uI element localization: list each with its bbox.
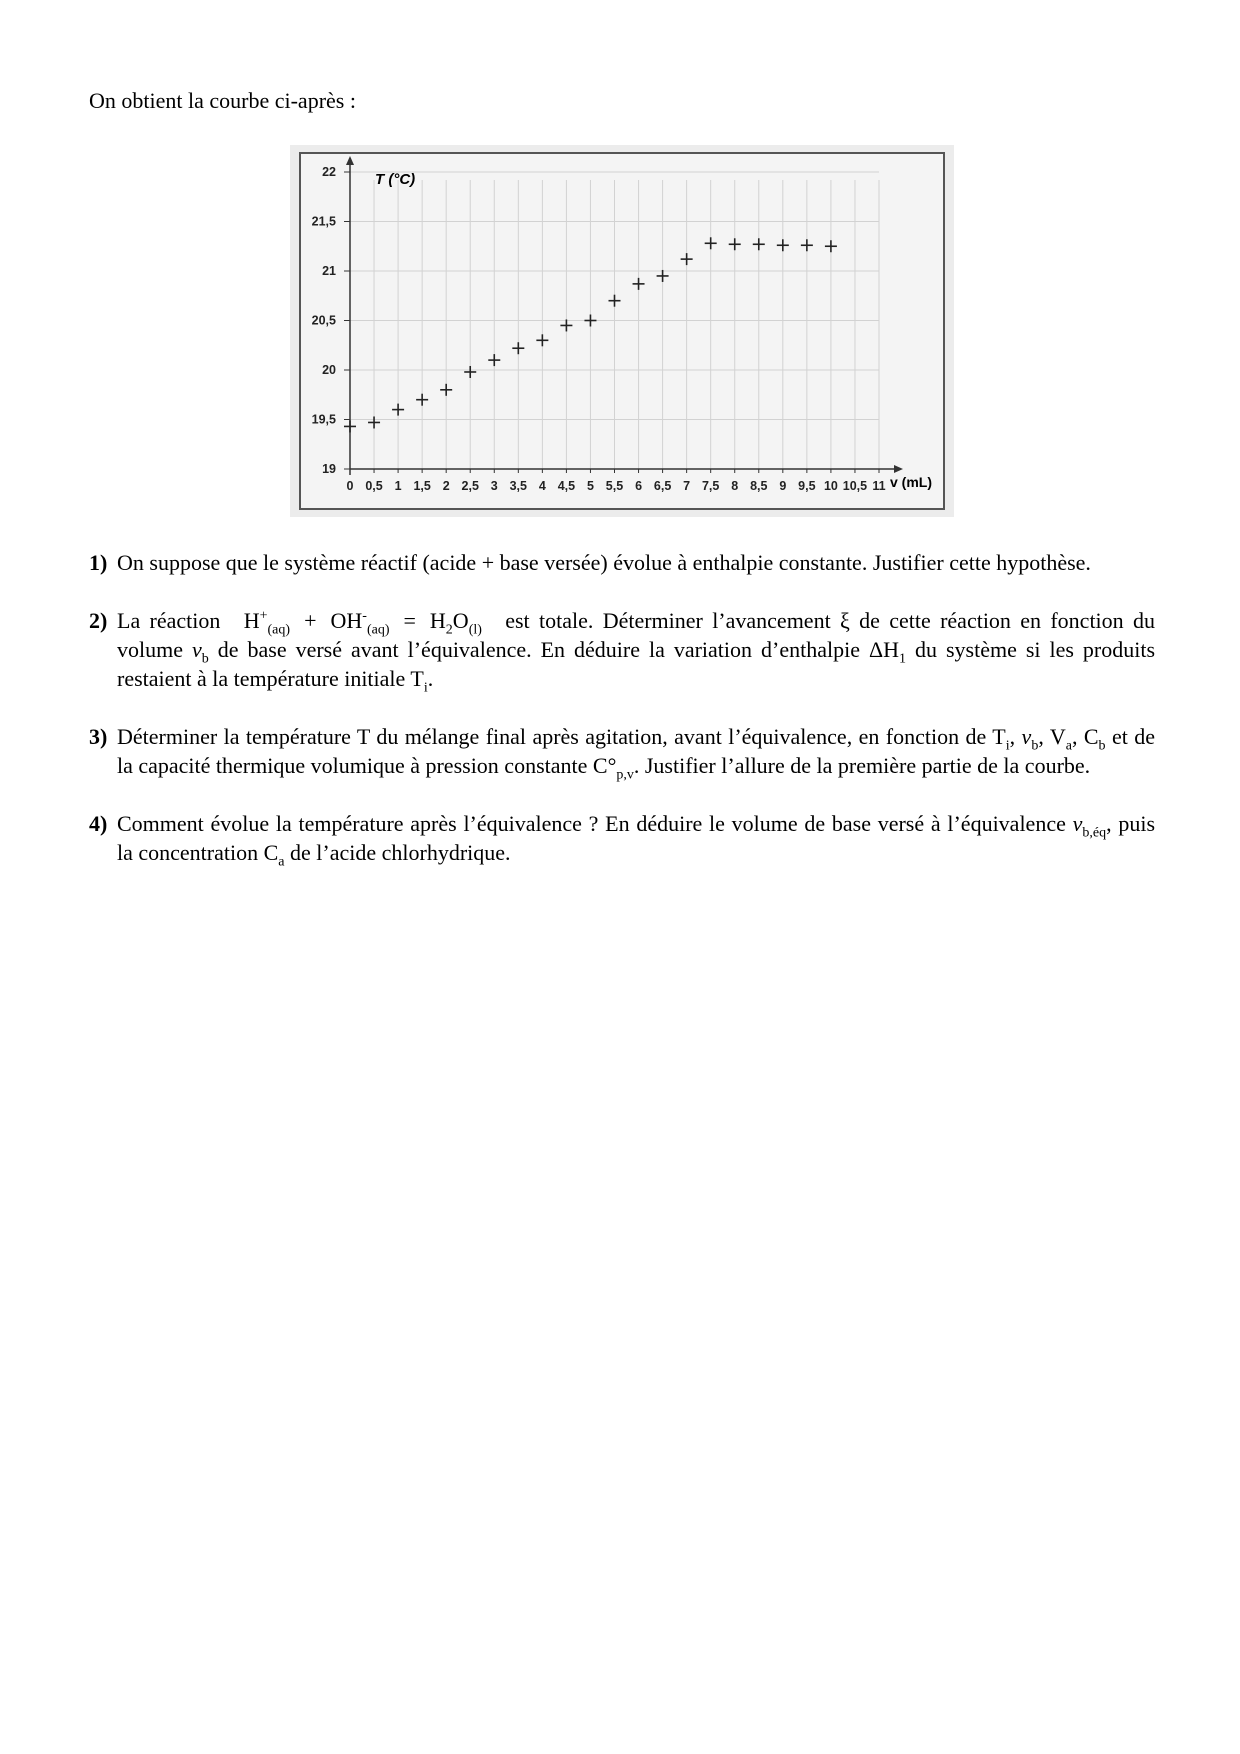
- x-tick-label: 8: [731, 479, 739, 493]
- chart-frame: [300, 153, 944, 509]
- text-fragment: Déterminer la température T du mélange final après agitation, avant l’équivalence, en fonction de T: [117, 724, 1006, 749]
- formula-sub: b: [201, 651, 209, 667]
- questions: [89, 548, 1155, 896]
- x-tick-label: 5,5: [605, 479, 624, 493]
- x-tick-label: 8,5: [750, 479, 768, 493]
- formula-sub: (aq): [267, 622, 291, 638]
- y-tick-label: 19: [322, 462, 336, 476]
- temperature-chart: [290, 145, 954, 517]
- x-tick-label: 6: [635, 479, 643, 493]
- y-tick-label: 20,5: [311, 313, 336, 328]
- x-tick-label: 7,5: [701, 479, 720, 493]
- formula-sub: p,v: [616, 767, 634, 783]
- x-tick-label: 1: [394, 479, 402, 493]
- text-fragment: du système si les produits restaient à la température initiale T: [117, 637, 1156, 691]
- formula-sub: i: [423, 680, 428, 696]
- y-tick-label: 21: [322, 264, 336, 278]
- y-axis-label: T (°C): [375, 171, 416, 188]
- text-fragment: de base versé avant l’équivalence. En déduire la variation d’enthalpie ΔH: [217, 637, 899, 662]
- y-tick-label: 20: [322, 363, 336, 377]
- x-tick-label: 2,5: [461, 479, 479, 493]
- formula-sub: i: [1005, 738, 1010, 754]
- formula-h: H: [243, 608, 260, 633]
- text-fragment: et de la capacité thermique volumique à pression constante C°: [117, 724, 1156, 778]
- text-fragment: , V: [1038, 724, 1066, 749]
- question-4: [89, 809, 1156, 870]
- x-tick-label: 0: [346, 479, 354, 493]
- question-number: 1): [89, 550, 108, 575]
- question-number: 2): [89, 608, 108, 633]
- y-tick-label: 22: [322, 165, 336, 179]
- variable-vb: v: [1021, 724, 1032, 749]
- text-fragment: .: [427, 666, 434, 691]
- x-tick-label: 5: [586, 479, 594, 493]
- text-fragment: est totale. Déterminer l’avancement ξ de cette réaction en fonction du volume: [117, 608, 1155, 662]
- formula-sub: (aq): [366, 622, 390, 638]
- formula-sub: (l): [468, 622, 482, 638]
- question-1: [89, 548, 1155, 577]
- y-tick-label: 19,5: [311, 412, 336, 427]
- question-2: [89, 606, 1156, 696]
- y-tick-label: 21,5: [311, 214, 336, 229]
- text-fragment: de l’acide chlorhydrique.: [290, 840, 511, 865]
- x-tick-label: 4,5: [557, 479, 576, 493]
- formula-sub: 2: [445, 622, 453, 638]
- x-tick-label: 2: [442, 479, 450, 493]
- x-tick-label: 6,5: [653, 479, 672, 493]
- intro-text: On obtient la courbe ci-après :: [89, 88, 356, 113]
- question-number: 3): [89, 724, 108, 749]
- x-tick-label: 9,5: [798, 479, 816, 493]
- formula-plus: +: [304, 608, 317, 633]
- question-number: 4): [89, 811, 108, 836]
- formula-oh: OH: [330, 608, 363, 633]
- question-text: [117, 809, 1156, 870]
- formula-sub: b: [1031, 738, 1039, 754]
- formula-sub: b: [1098, 738, 1106, 754]
- x-tick-label: 9: [779, 479, 787, 493]
- question-text: [117, 722, 1156, 783]
- text-fragment: La réaction: [117, 608, 221, 633]
- x-tick-label: 11: [872, 479, 886, 493]
- formula-sub: a: [278, 854, 285, 870]
- text-fragment: , C: [1071, 724, 1099, 749]
- x-axis-label: v (mL): [890, 474, 932, 490]
- temperature-figure: [290, 145, 954, 517]
- x-tick-label: 3: [490, 479, 498, 493]
- x-tick-label: 3,5: [509, 479, 528, 493]
- formula-equals: =: [403, 608, 416, 633]
- x-tick-label: 10,5: [842, 479, 868, 493]
- question-text: On suppose que le système réactif (acide + base versée) évolue à enthalpie constante. Justifier cette hypothèse.: [117, 550, 1091, 575]
- x-tick-label: 10: [823, 479, 838, 493]
- text-fragment: ,: [1009, 724, 1016, 749]
- variable-vb: v: [192, 637, 202, 662]
- formula-sup: -: [362, 608, 367, 624]
- question-text: [117, 606, 1156, 696]
- formula-sub: 1: [899, 651, 906, 667]
- question-3: [89, 722, 1156, 783]
- variable-vbeq: v: [1072, 811, 1083, 836]
- x-tick-label: 0,5: [365, 479, 383, 493]
- formula-sup: +: [259, 608, 268, 624]
- text-fragment: , puis la concentration C: [117, 811, 1156, 865]
- text-fragment: . Justifier l’allure de la première partie de la courbe.: [633, 753, 1091, 778]
- x-tick-label: 4: [538, 479, 546, 493]
- formula-sub: a: [1065, 738, 1072, 754]
- formula-h2o: O: [452, 608, 469, 633]
- formula-sub: b,éq: [1082, 825, 1107, 841]
- formula-h2o: H: [429, 608, 446, 633]
- x-tick-label: 1,5: [413, 479, 431, 493]
- text-fragment: Comment évolue la température après l’équivalence ? En déduire le volume de base versé à l’équivalence: [117, 811, 1066, 836]
- x-tick-label: 7: [683, 479, 691, 493]
